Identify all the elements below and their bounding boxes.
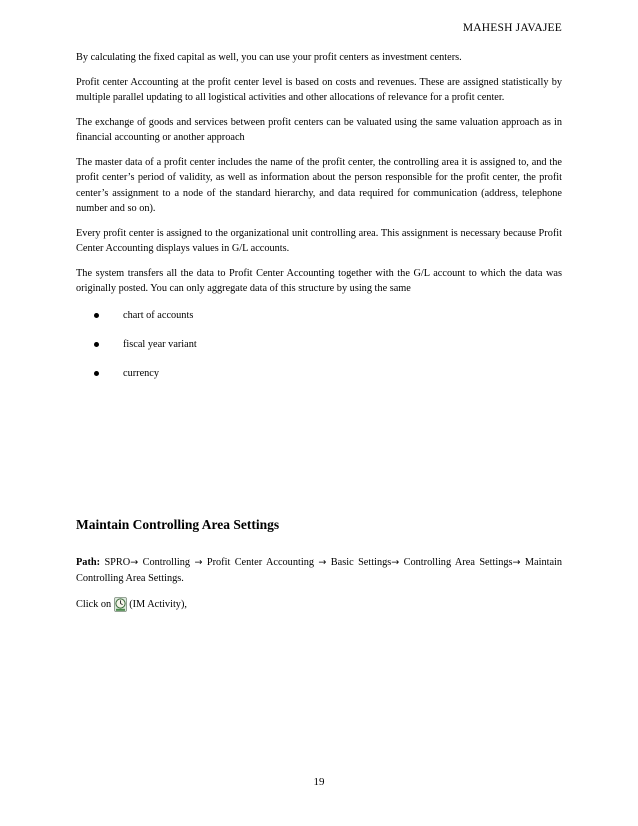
page-number: 19 xyxy=(313,776,325,788)
paragraph-5: Every profit center is assigned to the organizational unit controlling area. This assignment is necessary because Profit Center Accounting displays values in G/L accounts. xyxy=(76,227,562,254)
arrow-right-icon: → xyxy=(194,557,203,568)
path-step: Controlling Area Settings xyxy=(403,557,513,568)
header-author: MAHESH JAVAJEE xyxy=(462,22,562,34)
path-step: SPRO xyxy=(104,557,131,568)
arrow-right-icon: → xyxy=(512,557,521,568)
body-text xyxy=(76,50,562,393)
paragraph-4: The master data of a profit center includes the name of the profit center, the controlling area it is assigned to, and the profit center’s period of validity, as well as information about the person responsible for the profit center, the profit center’s assignment to a node of the standard hierarchy, and data required for communication (address, telephone number and so on). xyxy=(76,156,562,214)
paragraph-6: The system transfers all the data to Profit Center Accounting together with the G/L account to which the data was originally posted. You can only aggregate data of this structure by using the same xyxy=(76,267,562,294)
path-step: Basic Settings xyxy=(330,557,392,568)
section-title: Maintain Controlling Area Settings xyxy=(76,517,280,532)
arrow-right-icon: → xyxy=(391,557,400,568)
bullet-text: currency xyxy=(123,367,160,379)
path-step: Controlling xyxy=(142,557,191,568)
arrow-right-icon: → xyxy=(318,557,327,568)
click-suffix: (IM Activity), xyxy=(129,599,187,610)
click-prefix: Click on xyxy=(76,599,112,610)
path-label: Path: xyxy=(76,557,101,568)
menu-path xyxy=(76,555,562,586)
click-instruction xyxy=(76,597,187,613)
bullet-list xyxy=(76,306,562,383)
paragraph-1: By calculating the fixed capital as well, you can use your profit centers as investment centers. xyxy=(76,52,462,63)
path-step: Profit Center Accounting xyxy=(206,557,315,568)
list-item xyxy=(76,364,562,383)
list-item xyxy=(76,335,562,354)
bullet-icon xyxy=(94,342,99,347)
paragraph-2: Profit center Accounting at the profit center level is based on costs and revenues. These are assigned statistically by multiple parallel updating to all logistical activities and other allocations of relevance for a profit center. xyxy=(76,76,562,103)
arrow-right-icon: → xyxy=(130,557,139,568)
list-item xyxy=(76,306,562,325)
clock-execute-icon[interactable] xyxy=(114,597,127,612)
path-step: Maintain Controlling Area Settings. xyxy=(76,557,563,584)
bullet-icon xyxy=(94,313,99,318)
paragraph-3: The exchange of goods and services between profit centers can be valuated using the same valuation approach as in financial accounting or another approach xyxy=(76,116,562,143)
bullet-text: fiscal year variant xyxy=(123,338,197,350)
bullet-text: chart of accounts xyxy=(123,309,194,321)
bullet-icon xyxy=(94,371,99,376)
